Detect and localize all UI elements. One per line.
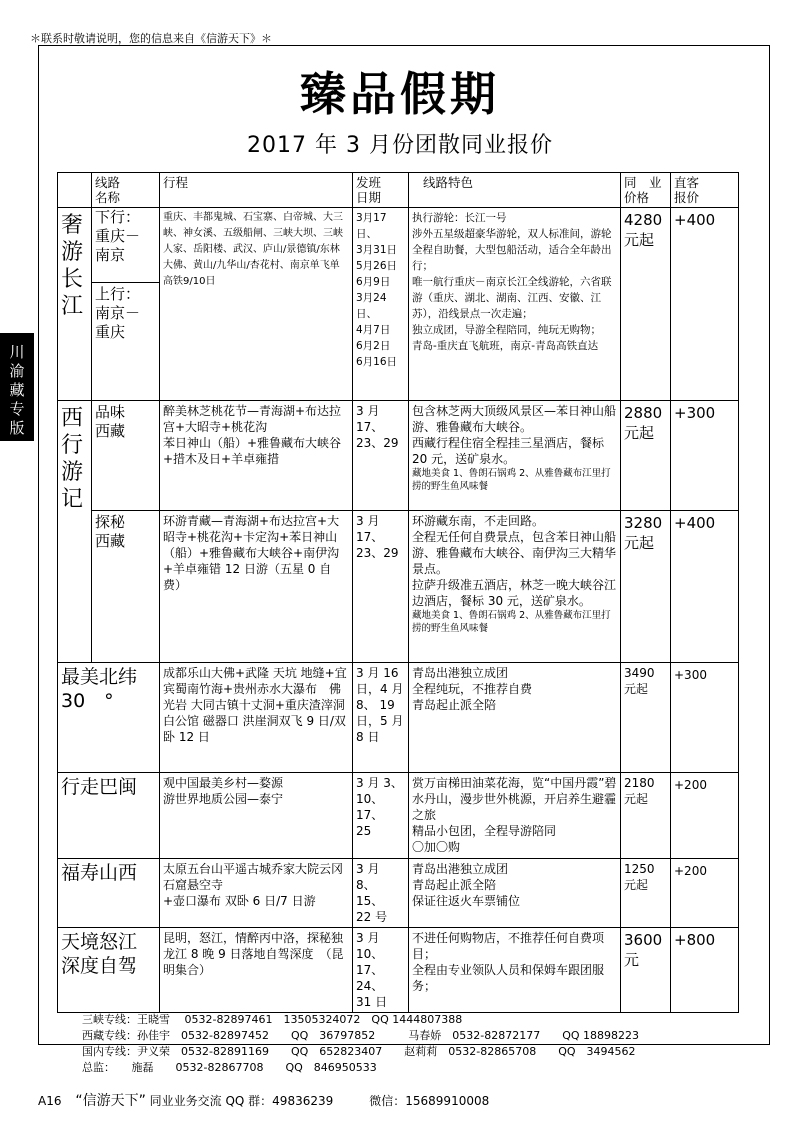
header-itinerary: 行程 <box>160 173 353 208</box>
contact-line: 西藏专线：孙佳宇 0532-82897452 QQ 36797852 马春娇 0532-82872177 QQ 18898223 <box>82 1029 640 1042</box>
adult-price: +400 <box>671 208 739 401</box>
side-tab-char: 川 <box>9 343 25 361</box>
group-name: 行走巴闽 <box>58 773 160 859</box>
price: 4280 元起 <box>621 208 671 401</box>
footer-text: 同业业务交流 QQ 群：49836239 微信：15689910008 <box>149 1094 490 1108</box>
table-header-row <box>58 173 739 208</box>
group-name: 最美北纬 30 ° <box>58 663 160 773</box>
side-tab <box>0 333 34 441</box>
table-row <box>58 663 739 773</box>
price: 3490 元起 <box>621 663 671 773</box>
itinerary: 太原五台山平遥古城乔家大院云冈石窟悬空寺 +壶口瀑布 双卧 6 日/7 日游 <box>160 859 353 928</box>
side-tab-char: 专 <box>9 400 25 418</box>
features: 青岛出港独立成团 青岛起止派全陪 保证往返火车票铺位 <box>409 859 621 928</box>
route-name: 探秘 西藏 <box>92 511 160 663</box>
contact-line: 三峡专线：王晓雪 0532-82897461 13505324072 QQ 1444807388 <box>82 1013 463 1026</box>
header-features: 线路特色 <box>409 173 621 208</box>
itinerary: 环游青藏—青海湖+布达拉宫+大昭寺+桃花沟+卡定沟+苯日神山（船）+雅鲁藏布大峡谷+南伊沟+羊卓雍错 12 日游（五星 0 自费） <box>160 511 353 663</box>
itinerary: 成都乐山大佛+武隆 天坑 地缝+宜宾蜀南竹海+贵州赤水大瀑布 佛光岩 大同古镇十丈洞+重庆渣滓洞 白公馆 磁器口 洪崖洞双飞 9 日/双卧 12 日 <box>160 663 353 773</box>
group-name: 福寿山西 <box>58 859 160 928</box>
price-table <box>57 172 739 1013</box>
route-name-cell <box>92 208 160 401</box>
header-group <box>58 173 92 208</box>
itinerary: 观中国最美乡村—婺源 游世界地质公园—泰宁 <box>160 773 353 859</box>
price: 3280 元起 <box>621 511 671 663</box>
departure-dates: 3 月 16 日，4 月 8、 19 日，5 月 8 日 <box>353 663 409 773</box>
header-adult-price: 直客 报价 <box>671 173 739 208</box>
group-name: 奢游长江 <box>58 208 92 401</box>
header-note: ＊联系时敬请说明，您的信息来自《信游天下》＊ <box>30 32 272 45</box>
table-row <box>58 401 739 511</box>
features: 青岛出港独立成团 全程纯玩，不推荐自费 青岛起止派全陪 <box>409 663 621 773</box>
features-cell <box>409 511 621 663</box>
features-note: 藏地美食 1、鲁朗石锅鸡 2、从雅鲁藏布江里打捞的野生鱼风味餐 <box>412 610 611 634</box>
departure-dates: 3 月 10、 17、24、 31 日 <box>353 928 409 1013</box>
table-row <box>58 511 739 663</box>
features-note: 藏地美食 1、鲁朗石锅鸡 2、从雅鲁藏布江里打捞的野生鱼风味餐 <box>412 468 611 492</box>
side-tab-char: 渝 <box>9 362 25 380</box>
route-name: 品味 西藏 <box>92 401 160 511</box>
contact-line: 国内专线：尹义荣 0532-82891169 QQ 652823407 赵莉莉 0532-82865708 QQ 3494562 <box>82 1045 636 1058</box>
page-title: 臻品假期 <box>300 67 500 121</box>
table-row <box>58 208 739 401</box>
group-name: 天境怒江 深度自驾 <box>58 928 160 1013</box>
side-tab-char: 藏 <box>9 381 25 399</box>
price: 2180 元起 <box>621 773 671 859</box>
price: 2880 元起 <box>621 401 671 511</box>
departure-dates: 3 月 17、 23、29 <box>353 511 409 663</box>
adult-price: +300 <box>671 663 739 773</box>
adult-price: +200 <box>671 773 739 859</box>
adult-price: +200 <box>671 859 739 928</box>
side-tab-char: 版 <box>9 419 25 437</box>
table-row <box>58 859 739 928</box>
header-departure: 发班 日期 <box>353 173 409 208</box>
header-price: 同 业 价格 <box>621 173 671 208</box>
features: 包含林芝两大顶级风景区—苯日神山船游、雅鲁藏布大峡谷。 西藏行程住宿全程挂三星酒店，餐标 20 元，送矿泉水。 <box>412 404 617 466</box>
itinerary: 重庆、丰都鬼城、石宝寨、白帝城、大三峡、神女溪、五级船闸、三峡大坝、三峡人家、岳阳楼、武汉、庐山/景德镇/东林大佛、黄山/九华山/杏花村、南京单飞单高铁9/10日 <box>160 208 353 401</box>
contact-line: 总监： 施磊 0532-82867708 QQ 846950533 <box>82 1061 377 1074</box>
itinerary: 醉美林芝桃花节—青海湖+布达拉宫+大昭寺+桃花沟 苯日神山（船）+雅鲁藏布大峡谷+措木及日+羊卓雍措 <box>160 401 353 511</box>
adult-price: +400 <box>671 511 739 663</box>
departure-dates: 3 月 3、 10、17、 25 <box>353 773 409 859</box>
adult-price: +800 <box>671 928 739 1013</box>
header-route-name: 线路 名称 <box>92 173 160 208</box>
features: 赏万亩梯田油菜花海，览“中国丹霞”碧水丹山，漫步世外桃源，开启养生避霾之旅 精品小包团，全程导游陪同 〇加〇购 <box>409 773 621 859</box>
features: 执行游轮：长江一号 涉外五星级超豪华游轮，双人标准间，游轮全程自助餐，大型包船活动，适合全年龄出行； 唯一航行重庆－南京长江全线游轮，六省联游（重庆、湖北、湖南、江西、安徽、江苏），沿线景点一次走遍； 独立成团，导游全程陪同，纯玩无购物； 青岛-重庆直飞航班，南京-青岛高铁直达 <box>409 208 621 401</box>
route-name: 上行： 南京－ 重庆 <box>95 285 141 341</box>
table-row <box>58 928 739 1013</box>
features-cell <box>409 401 621 511</box>
departure-dates: 3 月 8、 15、 22 号 <box>353 859 409 928</box>
page-subtitle: 2017 年 3 月份团散同业报价 <box>247 133 553 158</box>
group-name: 西行游记 <box>58 401 92 663</box>
departure-dates: 3月17日、 3月31日 5月26日 6月9日 3月24日、 4月7日 6月2日 6月16日 <box>353 208 409 401</box>
adult-price: +300 <box>671 401 739 511</box>
table-row <box>58 773 739 859</box>
itinerary: 昆明，怒江，情醉丙中洛，探秘独龙江 8 晚 9 日落地自驾深度 （昆明集合） <box>160 928 353 1013</box>
footer-brand: “信游天下” <box>75 1093 146 1109</box>
page-number: A16 <box>38 1094 62 1108</box>
departure-dates: 3 月 17、 23、29 <box>353 401 409 511</box>
features: 不进任何购物店，不推荐任何自费项目； 全程由专业领队人员和保姆车跟团服务； <box>409 928 621 1013</box>
route-name: 下行： 重庆－ 南京 <box>92 208 159 283</box>
contacts <box>82 1012 639 1076</box>
price: 1250 元起 <box>621 859 671 928</box>
features: 环游藏东南，不走回路。 全程无任何自费景点，包含苯日神山船游、雅鲁藏布大峡谷、南伊沟三大精华景点。 拉萨升级准五酒店，林芝一晚大峡谷江边酒店，餐标 30 元，送矿泉水。 <box>412 514 617 608</box>
footer <box>38 1090 489 1110</box>
price: 3600 元 <box>621 928 671 1013</box>
